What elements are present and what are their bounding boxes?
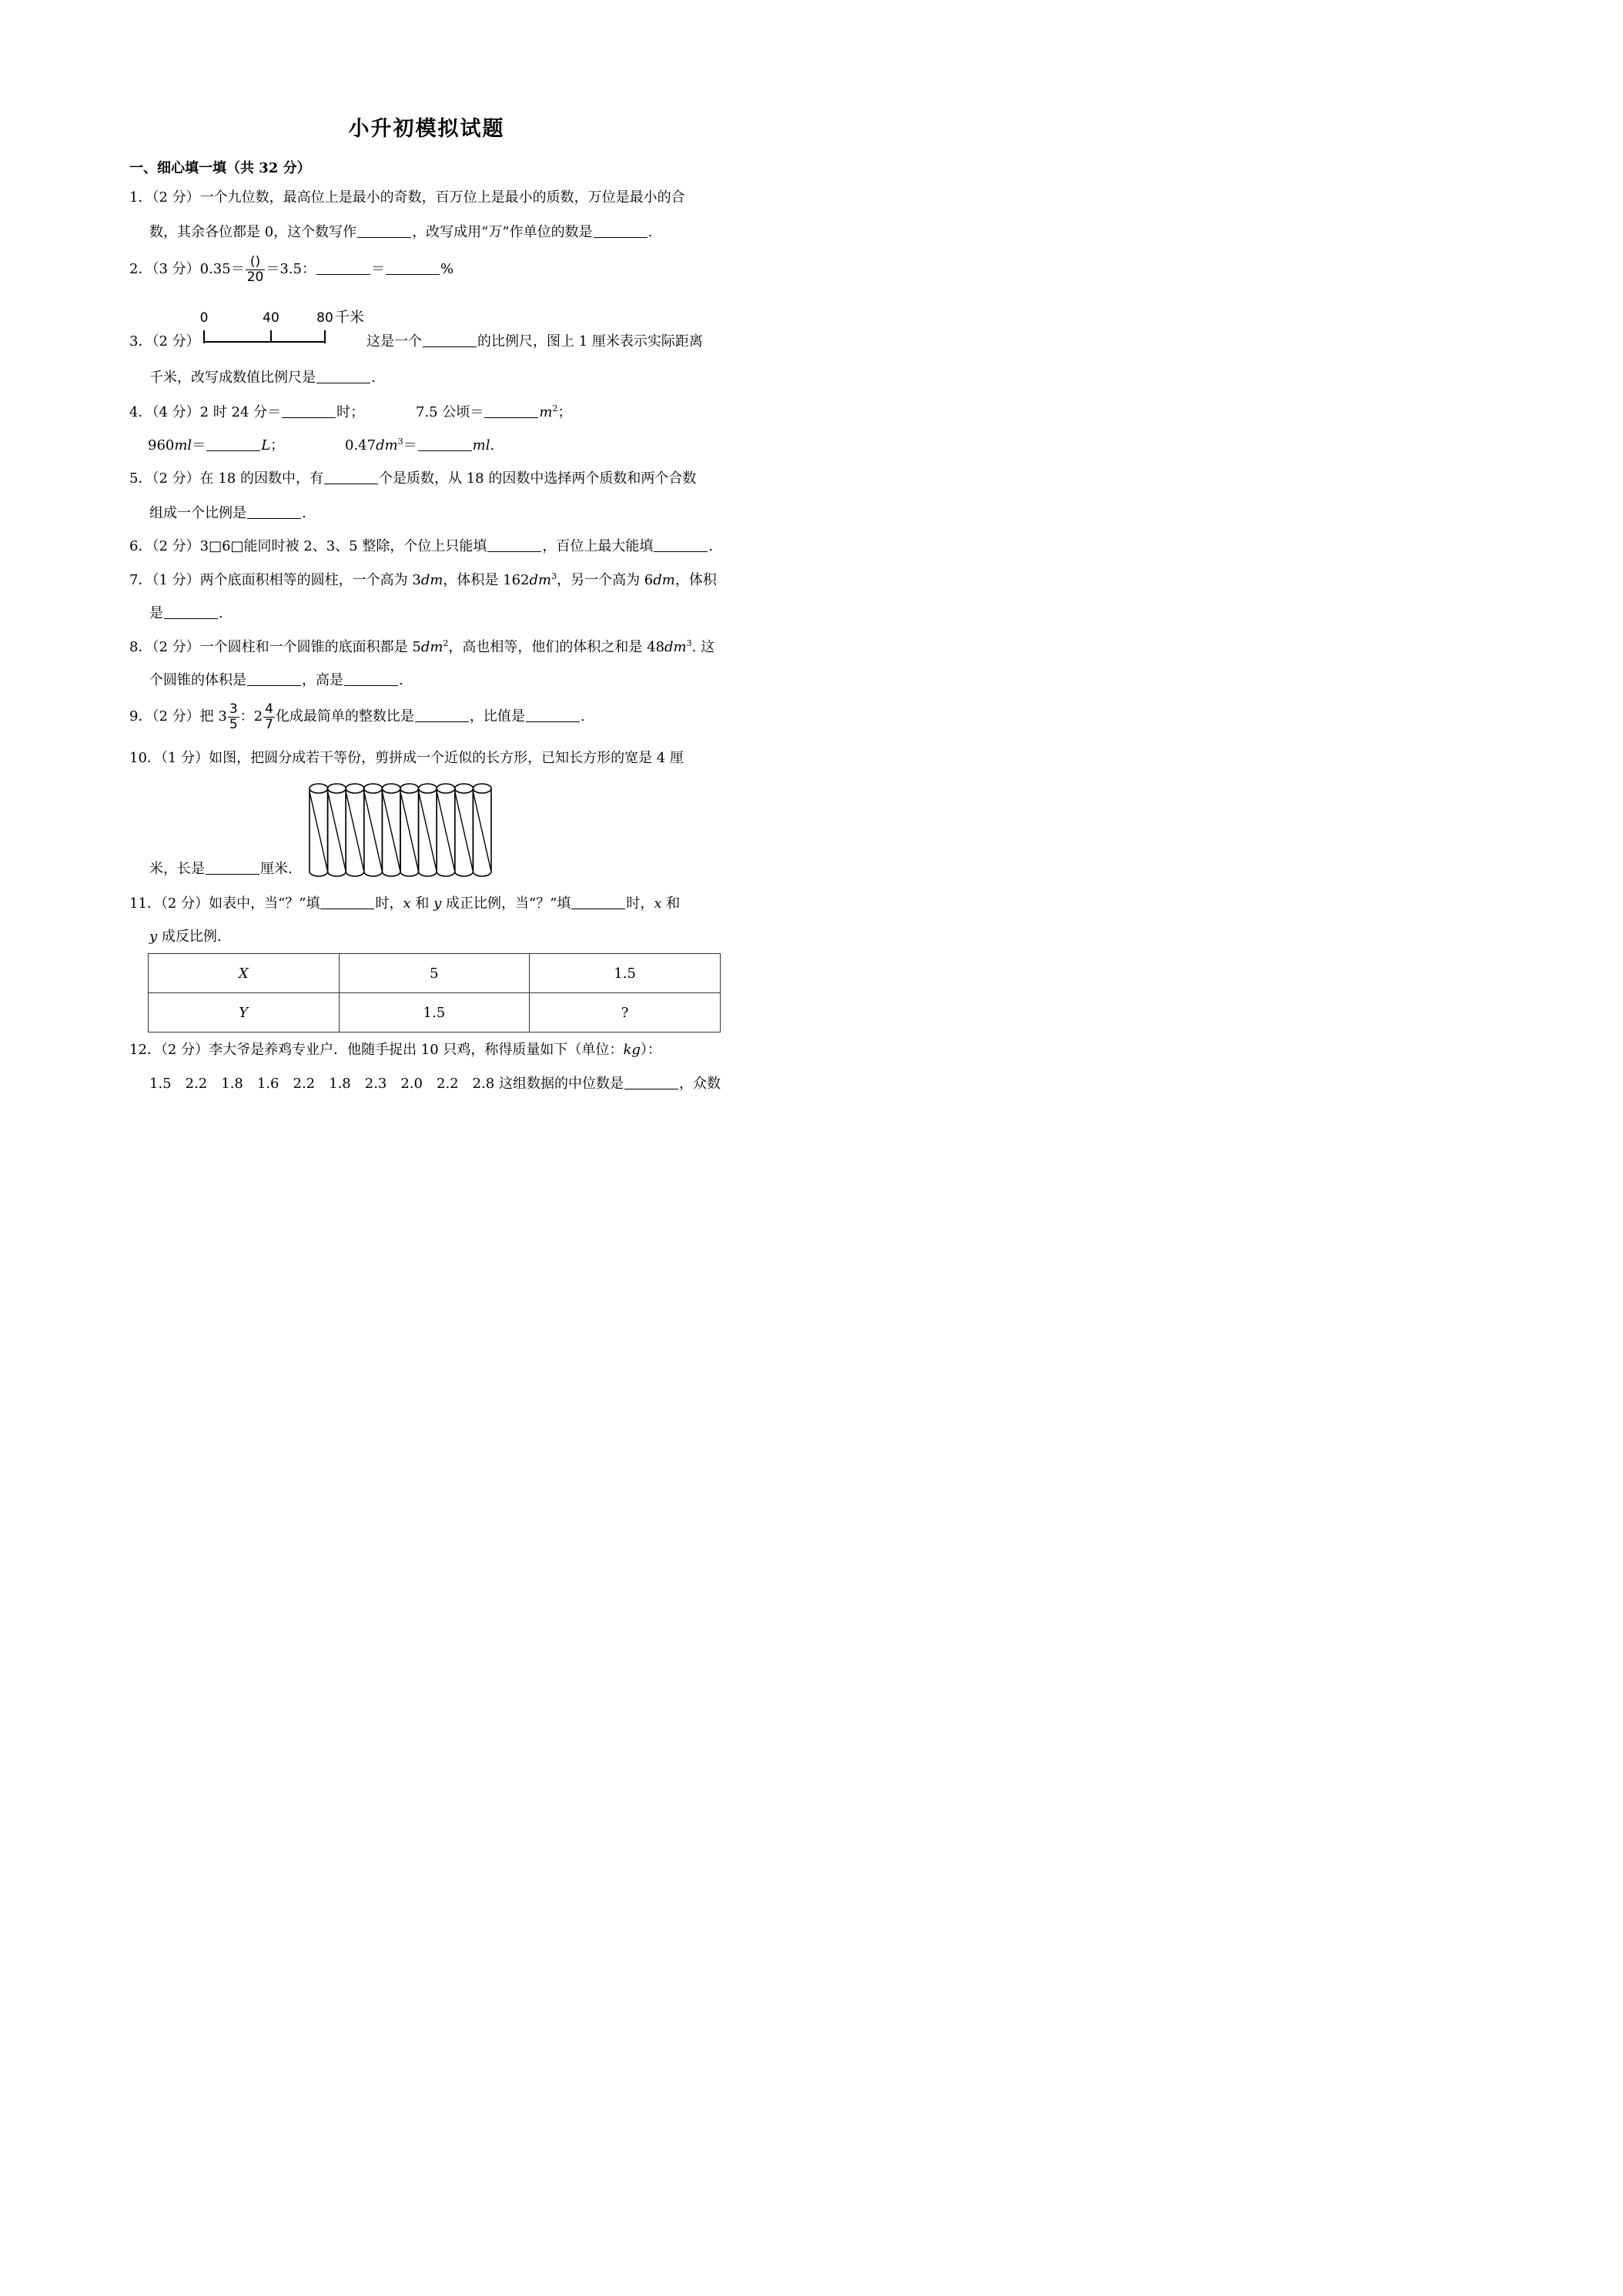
question-1-line-2: 数，其余各位都是 0，这个数写作 ，改写成用“万”作单位的数是 .	[149, 224, 653, 240]
answer-blank[interactable]	[386, 260, 440, 275]
answer-blank[interactable]	[571, 895, 625, 909]
answer-blank[interactable]	[357, 223, 411, 238]
answer-blank[interactable]	[344, 671, 398, 686]
question-3-line-1b: 这是一个 的比例尺，图上 1 厘米表示实际距离	[366, 333, 703, 350]
sector-strip	[382, 784, 400, 876]
question-7-line-2: 是 .	[149, 605, 223, 621]
table-cell: 1.5	[530, 954, 721, 993]
answer-blank[interactable]	[164, 604, 218, 619]
fraction: $\frac{()}{20}$	[246, 253, 264, 285]
answer-blank[interactable]	[526, 708, 580, 722]
fraction: $\frac{4}{7}$	[265, 701, 273, 732]
question-8-line-2: 个圆锥的体积是 ，高是 .	[149, 672, 403, 688]
table-cell: 5	[339, 954, 530, 993]
answer-blank[interactable]	[316, 369, 370, 383]
answer-blank[interactable]	[316, 260, 370, 275]
table-cell: Y	[149, 993, 340, 1033]
question-1-line-1: 1．（2 分）一个九位数，最高位上是最小的奇数，百万位上是最小的质数，万位是最小的合	[129, 189, 685, 206]
question-2: 2．（3 分）0.35＝ $\frac{()}{20}$ ＝3.5： ＝ %	[129, 253, 454, 285]
question-4-line-2: 960ml＝ L；	[148, 437, 285, 454]
question-3-line-1: 3．（2 分）	[129, 333, 200, 350]
answer-blank[interactable]	[654, 537, 708, 552]
answer-blank[interactable]	[282, 403, 336, 418]
table-row	[149, 993, 721, 1033]
question-6: 6．（2 分）3□6□能同时被 2、3、5 整除，个位上只能填 ，百位上最大能填 .	[129, 538, 714, 554]
circle-rearranged-rectangle-figure	[306, 782, 495, 879]
answer-blank[interactable]	[324, 470, 378, 484]
answer-blank[interactable]	[624, 1075, 678, 1089]
sector-strip	[364, 784, 383, 876]
answer-blank[interactable]	[423, 333, 477, 347]
scale-bar-figure	[196, 306, 381, 351]
fraction: $\frac{3}{5}$	[229, 701, 238, 732]
scale-label: 0	[199, 310, 209, 326]
question-12-line-2: 1.5 2.2 1.8 1.6 2.2 1.8 2.3 2.0 2.2 2.8 这组数据的中位数是 ，众数	[149, 1076, 721, 1092]
answer-blank[interactable]	[415, 708, 469, 722]
answer-blank[interactable]	[418, 437, 472, 451]
question-4-line-1: 4．（4 分）2 时 24 分＝ 时；	[129, 404, 365, 420]
answer-blank[interactable]	[206, 860, 259, 875]
answer-blank[interactable]	[487, 537, 541, 552]
answer-blank[interactable]	[484, 403, 538, 418]
question-10-line-2: 米，长是 厘米.	[149, 861, 293, 877]
table-cell: X	[149, 954, 340, 993]
sector-strip	[346, 784, 364, 876]
question-5-line-1: 5．（2 分）在 18 的因数中，有 个是质数，从 18 的因数中选择两个质数和两个合数	[129, 470, 697, 487]
table-row	[149, 954, 721, 993]
question-11-line-1: 11．（2 分）如表中，当“？”填 时，x 和 y 成正比例，当“？”填 时，x 和	[129, 895, 681, 912]
question-7-line-1: 7．（1 分）两个底面积相等的圆柱，一个高为 3dm，体积是 $162dm^3$，另一个高为 6dm，体积	[129, 571, 717, 588]
question-8-line-1: 8．（2 分）一个圆柱和一个圆锥的底面积都是 $5dm^2$，高也相等，他们的体积之和是 $48dm^3$. 这	[129, 638, 715, 655]
question-11-line-2: y 成反比例.	[149, 929, 222, 945]
sector-strip	[437, 784, 455, 876]
question-3-line-2: 千米，改写成数值比例尺是 .	[149, 370, 376, 386]
question-4-line-1b: 7.5 公顷＝ $m^2$；	[416, 403, 572, 420]
sector-strip	[310, 784, 328, 876]
scale-label: 80	[316, 310, 333, 326]
question-9: 9．（2 分）把 3 $\frac{3}{5}$ ：2 $\frac{4}{7}$ 化成最简单的整数比是 ，比值是 .	[129, 701, 585, 732]
scale-label: 40	[263, 310, 279, 326]
answer-blank[interactable]	[247, 671, 301, 686]
sector-strip	[419, 784, 437, 876]
answer-blank[interactable]	[320, 895, 374, 909]
answer-blank[interactable]	[247, 504, 301, 519]
question-4-line-2b: $0.47dm^3=$ ml.	[345, 437, 495, 454]
sector-strip	[328, 784, 346, 876]
sector-strip	[400, 784, 419, 876]
section-heading: 一、细心填一填（共 32 分）	[129, 160, 311, 176]
table-cell: 1.5	[339, 993, 530, 1033]
answer-blank[interactable]	[594, 223, 648, 238]
question-10-line-1: 10．（1 分）如图，把圆分成若干等份，剪拼成一个近似的长方形，已知长方形的宽是 4 厘	[129, 750, 684, 766]
scale-unit: 千米	[335, 309, 365, 326]
question-12-line-1: 12．（2 分）李大爷是养鸡专业户．他随手捉出 10 只鸡，称得质量如下（单位：kg）：	[129, 1042, 661, 1058]
sector-strip	[473, 784, 491, 876]
sector-strip	[455, 784, 474, 876]
xy-table	[148, 953, 721, 1033]
question-5-line-2: 组成一个比例是 .	[149, 505, 306, 521]
table-cell: ?	[530, 993, 721, 1033]
sector-strips	[310, 784, 491, 876]
answer-blank[interactable]	[206, 437, 260, 451]
page-title: 小升初模拟试题	[348, 117, 505, 141]
